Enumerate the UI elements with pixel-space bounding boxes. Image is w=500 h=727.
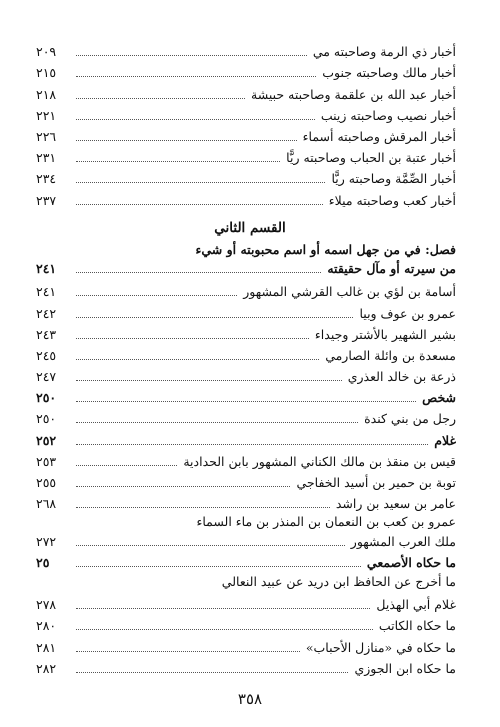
entry-title: ما حكاه ابن الجوزي <box>354 661 456 676</box>
entry-page: ٢٥ <box>36 555 50 570</box>
entry-title: أخبار عبد الله بن علقمة وصاحبته حبيشة <box>251 87 456 102</box>
entry-page: ٢٨١ <box>36 640 57 655</box>
entry-title: ملك العرب المشهور <box>350 534 456 549</box>
entry-page: ٢٧٨ <box>36 597 57 612</box>
entry-title: أسامة بن لؤي بن غالب القرشي المشهور <box>243 284 456 299</box>
entry-title: رجل من بني كندة <box>364 411 456 426</box>
entry-page: ٢٤٥ <box>36 348 57 363</box>
entry-page: ٢٥٣ <box>36 454 57 469</box>
entry-page: ٢٦٨ <box>36 496 57 511</box>
toc-entry <box>36 657 456 677</box>
entry-page: ٢٤١ <box>36 261 57 276</box>
entry-title-line1: عمرو بن كعب بن النعمان بن المنذر بن ماء السماء <box>196 514 456 529</box>
toc-entry <box>36 146 456 166</box>
entry-page: ٢٣١ <box>36 150 57 165</box>
leader-dots <box>76 380 342 381</box>
leader-dots <box>76 272 321 273</box>
toc-entry <box>36 302 456 322</box>
entry-page: ٢٤٧ <box>36 369 57 384</box>
toc-entry <box>36 125 456 145</box>
entry-page: ٢٥٢ <box>36 433 57 448</box>
entry-page: ٢٤١ <box>36 284 57 299</box>
entry-page: ٢٨٠ <box>36 618 57 633</box>
entry-title: أخبار الصِّمَّة وصاحبته ريًّا <box>331 171 456 186</box>
entry-title: بشير الشهير بالأشتر وجيداء <box>314 327 456 342</box>
toc-entry <box>36 551 456 571</box>
leader-dots <box>76 401 416 402</box>
leader-dots <box>76 359 319 360</box>
leader-dots <box>76 566 361 567</box>
leader-dots <box>76 465 177 466</box>
entry-title: عمرو بن عوف وبيا <box>359 306 456 321</box>
toc-entry <box>36 104 456 124</box>
leader-dots <box>76 140 297 141</box>
toc-entry <box>36 40 456 60</box>
toc-entry <box>36 614 456 634</box>
leader-dots <box>76 629 373 630</box>
entry-page: ٢١٥ <box>36 65 57 80</box>
leader-dots <box>76 672 348 673</box>
toc-entry <box>36 471 456 491</box>
toc-entry <box>36 530 456 550</box>
entry-title: أخبار المرقش وصاحبته أسماء <box>302 129 456 144</box>
toc-entry <box>36 365 456 385</box>
leader-dots <box>76 182 325 183</box>
leader-dots <box>76 486 290 487</box>
entry-title: غلام <box>434 433 456 448</box>
entry-title: أخبار نصيب وصاحبته زينب <box>320 108 456 123</box>
entry-page: ٢٤٣ <box>36 327 57 342</box>
toc-entry <box>36 450 456 470</box>
entry-title: عامر بن سعيد بن راشد <box>335 496 456 511</box>
entry-title: ما حكاه في «منازل الأحباب» <box>305 640 456 655</box>
leader-dots <box>76 545 345 546</box>
entry-title: أخبار كعب وصاحبته ميلاء <box>328 193 456 208</box>
leader-dots <box>76 608 370 609</box>
entry-page: ٢٠٩ <box>36 44 57 59</box>
entry-page: ٢٥٠ <box>36 390 57 405</box>
toc-entry <box>36 61 456 81</box>
entry-page: ٢٤٢ <box>36 306 57 321</box>
entry-title: ما حكاه الكاتب <box>378 618 456 633</box>
toc-entry <box>36 407 456 427</box>
leader-dots <box>76 444 428 445</box>
toc-entry <box>36 189 456 209</box>
entry-page: ٢٨٢ <box>36 661 57 676</box>
entry-title: ذرعة بن خالد العذري <box>347 369 456 384</box>
leader-dots <box>76 98 245 99</box>
entry-title: توبة بن حمير بن أسيد الخفاجي <box>296 475 456 490</box>
entry-title: ما حكاه الأصمعي <box>366 555 456 570</box>
toc-entry <box>36 83 456 103</box>
leader-dots <box>76 119 315 120</box>
toc-entry <box>36 429 456 449</box>
entry-title: قيس بن منقذ بن مالك الكناني المشهور بابن الحدادية <box>183 454 456 469</box>
toc-entry <box>36 593 456 613</box>
toc-entry <box>36 280 456 300</box>
leader-dots <box>76 507 330 508</box>
toc-entry <box>36 492 456 512</box>
entry-page: ٢٧٢ <box>36 534 57 549</box>
leader-dots <box>76 422 358 423</box>
entry-title-line: ما أخرج عن الحافظ ابن دريد عن عبيد النعالي <box>221 574 456 589</box>
leader-dots <box>76 76 316 77</box>
toc-entry <box>36 167 456 187</box>
entry-page: ٢٥٥ <box>36 475 57 490</box>
entry-title: شخص <box>422 390 456 405</box>
entry-title: من سيرته أو مآل حقيقته <box>327 261 456 276</box>
entry-title: أخبار مالك وصاحبته جنوب <box>322 65 456 80</box>
entry-title: مسعدة بن وائلة الصارمي <box>325 348 456 363</box>
entry-page: ٢٣٤ <box>36 171 57 186</box>
leader-dots <box>76 55 307 56</box>
part-heading: القسم الثاني <box>214 220 286 236</box>
toc-entry <box>36 344 456 364</box>
leader-dots <box>76 161 280 162</box>
toc-entry <box>36 323 456 343</box>
entry-title: غلام أبي الهذيل <box>376 597 456 612</box>
entry-page: ٢٢١ <box>36 108 57 123</box>
chapter-heading: فصل: في من جهل اسمه أو اسم محبوبته أو شيء <box>195 242 456 257</box>
entry-page: ٢٥٠ <box>36 411 57 426</box>
entry-page: ٢٢٦ <box>36 129 57 144</box>
entry-page: ٢١٨ <box>36 87 57 102</box>
toc-entry <box>36 636 456 656</box>
chapter-heading-entry <box>36 257 456 277</box>
page-number: ٣٥٨ <box>237 690 263 708</box>
entry-title: أخبار ذي الرمة وصاحبته مي <box>312 44 456 59</box>
leader-dots <box>76 317 353 318</box>
entry-page: ٢٣٧ <box>36 193 57 208</box>
leader-dots <box>76 204 323 205</box>
toc-entry <box>36 386 456 406</box>
entry-title: أخبار عتبة بن الحباب وصاحبته ريًّا <box>286 150 456 165</box>
leader-dots <box>76 651 300 652</box>
leader-dots <box>76 295 237 296</box>
leader-dots <box>76 338 309 339</box>
